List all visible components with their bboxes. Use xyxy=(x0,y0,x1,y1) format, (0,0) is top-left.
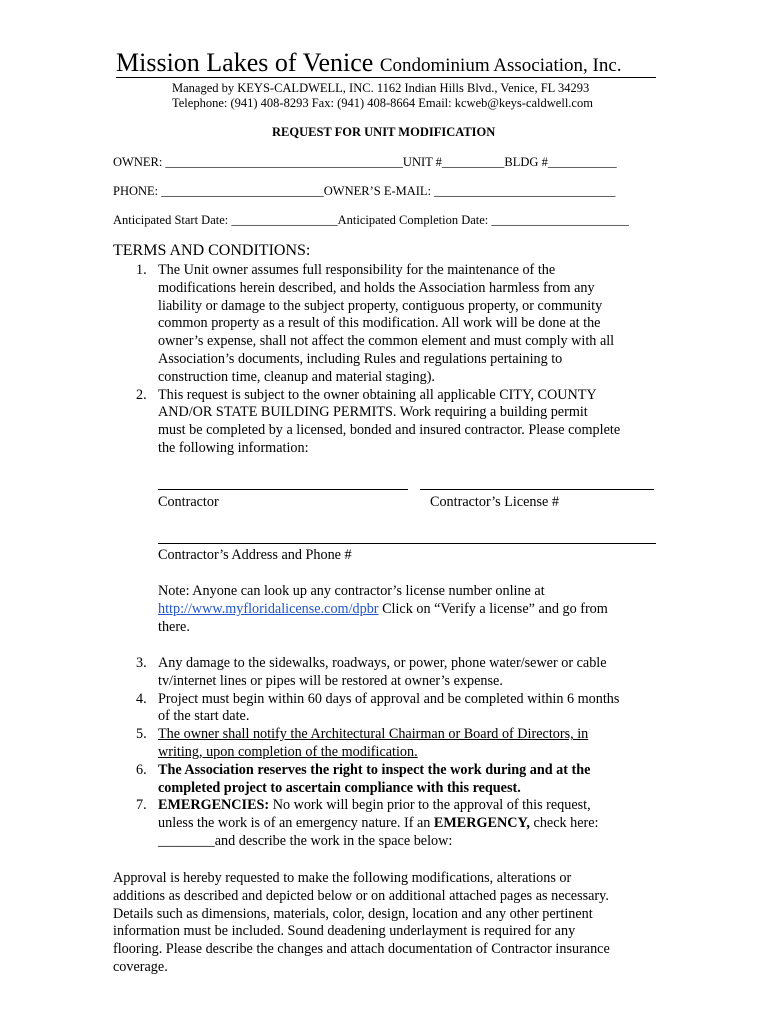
term-line: modifications herein described, and holds the Association harmless from any xyxy=(158,279,595,296)
note-line-1: Note: Anyone can look up any contractor’s license number online at xyxy=(158,583,545,599)
term-text: unless the work is of an emergency nature. If an xyxy=(158,815,434,832)
term-line: the following information: xyxy=(158,439,309,456)
term-line: liability or damage to the subject property, contiguous property, or community xyxy=(158,297,603,314)
approval-line: Details such as dimensions, materials, color, design, location and any other pertinent xyxy=(113,905,593,922)
term-line: This request is subject to the owner obtaining all applicable CITY, COUNTY xyxy=(158,386,597,403)
license-lookup-link[interactable]: http://www.myfloridalicense.com/dpbr xyxy=(158,601,379,617)
term-item-2 xyxy=(113,387,658,458)
term-line: AND/OR STATE BUILDING PERMITS. Work requiring a building permit xyxy=(158,404,588,421)
term-item-6 xyxy=(113,762,658,798)
phone-email-field[interactable]: PHONE: __________________________OWNER’S E-MAIL: _____________________________ xyxy=(113,184,616,198)
term-line: The Unit owner assumes full responsibility for the maintenance of the xyxy=(158,262,556,278)
contractor-label: Contractor xyxy=(158,494,219,510)
address-label: Contractor’s Address and Phone # xyxy=(158,547,352,563)
management-line: Managed by KEYS-CALDWELL, INC. 1162 Indian Hills Blvd., Venice, FL 34293 xyxy=(172,81,590,95)
terms-list-part2 xyxy=(113,655,658,851)
association-title xyxy=(116,48,622,78)
term-line: Project must begin within 60 days of approval and be completed within 6 months xyxy=(158,690,620,707)
term-item-4 xyxy=(113,691,658,727)
contractor-input-line[interactable] xyxy=(158,489,408,490)
term-number: 7. xyxy=(136,797,147,814)
term-item-3 xyxy=(113,655,658,691)
approval-line: coverage. xyxy=(113,958,168,975)
terms-heading: TERMS AND CONDITIONS: xyxy=(113,242,311,259)
term-line: common property as a result of this modification. All work will be done at the xyxy=(158,315,601,332)
term-number: 1. xyxy=(136,262,147,278)
term-item-7 xyxy=(113,797,658,850)
term-number: 3. xyxy=(136,655,147,671)
term-line: tv/internet lines or pipes will be restored at owner’s expense. xyxy=(158,672,503,689)
term-line: completed project to ascertain compliance with this request. xyxy=(158,779,521,796)
term-line: owner’s expense, shall not affect the common element and must comply with all xyxy=(158,333,615,350)
term-number: 5. xyxy=(136,726,147,743)
term-line: construction time, cleanup and material staging). xyxy=(158,368,435,385)
contact-line: Telephone: (941) 408-8293 Fax: (941) 408-8664 Email: kcweb@keys-caldwell.com xyxy=(172,96,593,110)
note-line-3: there. xyxy=(158,619,190,635)
term-text: check here: xyxy=(529,815,599,832)
term-line: of the start date. xyxy=(158,708,250,725)
term-text: No work will begin prior to the approval of this request, xyxy=(269,797,591,814)
association-name: Mission Lakes of Venice xyxy=(116,48,374,77)
dates-field[interactable]: Anticipated Start Date: _________________Anticipated Completion Date: ______________________ xyxy=(113,213,629,227)
term-line: Association’s documents, including Rules and regulations pertaining to xyxy=(158,350,563,367)
term-line: must be completed by a licensed, bonded and insured contractor. Please complete xyxy=(158,422,621,439)
approval-paragraph xyxy=(113,870,610,977)
association-suffix: Condominium Association, Inc. xyxy=(379,55,622,76)
term-line xyxy=(158,797,658,815)
term-line: Any damage to the sidewalks, roadways, or power, phone water/sewer or cable xyxy=(158,655,607,671)
emergencies-label: EMERGENCIES: xyxy=(158,797,270,814)
emergency-checkbox-line[interactable]: ________and describe the work in the space below: xyxy=(158,832,453,849)
approval-line: flooring. Please describe the changes and attach documentation of Contractor insurance xyxy=(113,941,610,958)
approval-line: Approval is hereby requested to make the following modifications, alterations or xyxy=(113,870,572,886)
term-line: The Association reserves the right to inspect the work during and at the xyxy=(158,761,591,778)
term-number: 6. xyxy=(136,761,147,778)
address-input-line[interactable] xyxy=(158,543,656,544)
term-line: writing, upon completion of the modification. xyxy=(158,743,418,760)
note-line-2 xyxy=(158,601,608,619)
form-title: REQUEST FOR UNIT MODIFICATION xyxy=(272,125,496,139)
owner-unit-bldg-field[interactable]: OWNER: ______________________________________UNIT #__________BLDG #___________ xyxy=(113,155,617,169)
term-number: 2. xyxy=(136,386,147,403)
term-line: The owner shall notify the Architectural Chairman or Board of Directors, in xyxy=(158,726,589,743)
term-number: 4. xyxy=(136,690,147,707)
term-item-5 xyxy=(113,726,658,762)
emergency-label: EMERGENCY, xyxy=(433,815,530,832)
license-label: Contractor’s License # xyxy=(430,494,559,510)
term-item-1 xyxy=(113,262,658,387)
license-input-line[interactable] xyxy=(420,489,654,490)
term-line xyxy=(158,815,658,833)
approval-line: information must be included. Sound deadening underlayment is required for any xyxy=(113,923,576,940)
title-underline xyxy=(116,77,656,78)
note-link-suffix: Click on “Verify a license” and go from xyxy=(378,601,608,617)
approval-line: additions as described and depicted below or on additional attached pages as necessary. xyxy=(113,887,609,904)
terms-list-part1 xyxy=(113,262,658,458)
